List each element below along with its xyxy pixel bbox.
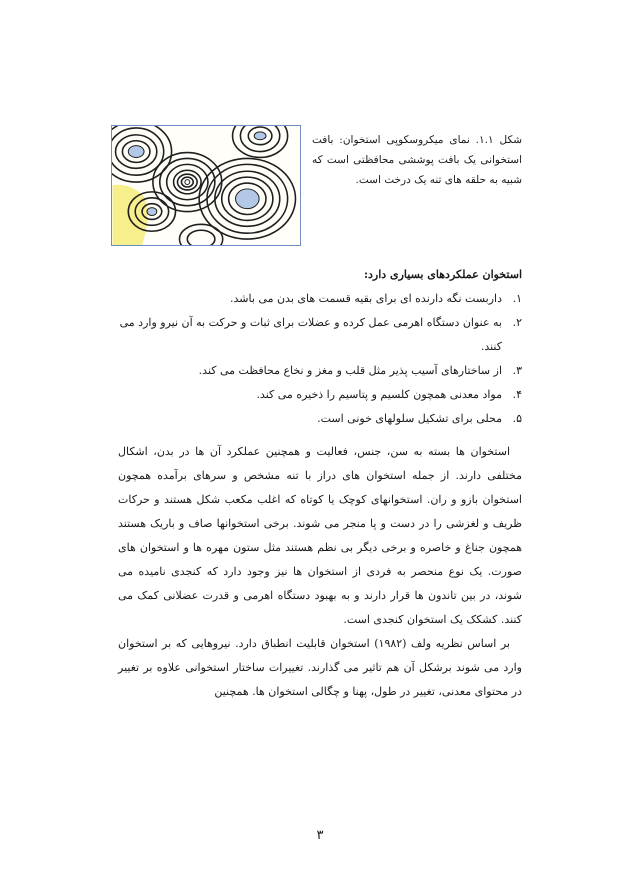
list-item — [118, 311, 522, 359]
item-number: ۲. — [512, 316, 522, 329]
item-number: ۴. — [512, 388, 522, 401]
item-text: محلی برای تشکیل سلولهای خونی است. — [317, 412, 502, 425]
list-item — [118, 383, 522, 407]
functions-intro: استخوان عملکردهای بسیاری دارد: — [363, 268, 522, 281]
page-number: ۳ — [316, 828, 324, 843]
item-text: به عنوان دستگاه اهرمی عمل کرده و عضلات برای ثبات و حرکت به آن نیرو وارد می کنند. — [119, 316, 502, 353]
functions-list — [118, 287, 522, 431]
list-item — [118, 359, 522, 383]
bone-microscopy-illustration — [111, 125, 301, 246]
list-item — [118, 287, 522, 311]
item-text: از ساختارهای آسیب پذیر مثل قلب و مغز و نخاع محافظت می کند. — [198, 364, 502, 377]
item-number: ۳. — [512, 364, 522, 377]
item-text: داربست نگه دارنده ای برای بقیه قسمت های بدن می باشد. — [230, 292, 502, 305]
list-item — [118, 407, 522, 431]
item-number: ۱. — [512, 292, 522, 305]
body-paragraph: استخوان ها بسته به سن، جنس، فعالیت و همچنین عملکرد آن ها در بدن، اشکال مختلفی دارند. از جمله استخوان های دراز با تنه مشخص و سرهای برآمده همچون استخوان بازو و ران. استخوانهای کوچک یا کوتاه که اغلب مکعب شکل هستند و حرکات ظریف و لغزشی را در دست و پا منجر می شوند. برخی استخوانها صاف و باریک هستند همچون جناغ و خاصره و برخی دیگر بی نظم هستند مثل ستون مهره ها و استخوان های صورت. یک نوع منحصر به فردی از استخوان ها نیز وجود دارد که کنجدی نامیده می شوند، در بین تاندون ها قرار دارند و به بهبود دستگاه اهرمی و قدرت عضلانی کمک می کنند. کشکک یک استخوان کنجدی است. — [118, 445, 522, 626]
body-paragraph: بر اساس نظریه ولف (۱۹۸۲) استخوان قابلیت انطباق دارد. نیروهایی که بر استخوان وارد می شوند برشکل آن هم تاثیر می گذارند. تغییرات ساختار استخوانی علاوه بر تغییر در محتوای معدنی، تغییر در طول، پهنا و چگالی استخوان ها. همچنین — [118, 637, 522, 698]
figure-caption: شکل ۱.۱. نمای میکروسکوپی استخوان: بافت استخوانی یک بافت پوششی محافظتی است که شبیه به حلقه های تنه یک درخت است. — [312, 134, 523, 186]
osteon-rings-drawing — [112, 126, 300, 245]
item-text: مواد معدنی همچون کلسیم و پتاسیم را ذخیره می کند. — [256, 388, 502, 401]
item-number: ۵. — [512, 412, 522, 425]
bone-functions-section — [118, 262, 522, 431]
body-text — [118, 440, 522, 704]
